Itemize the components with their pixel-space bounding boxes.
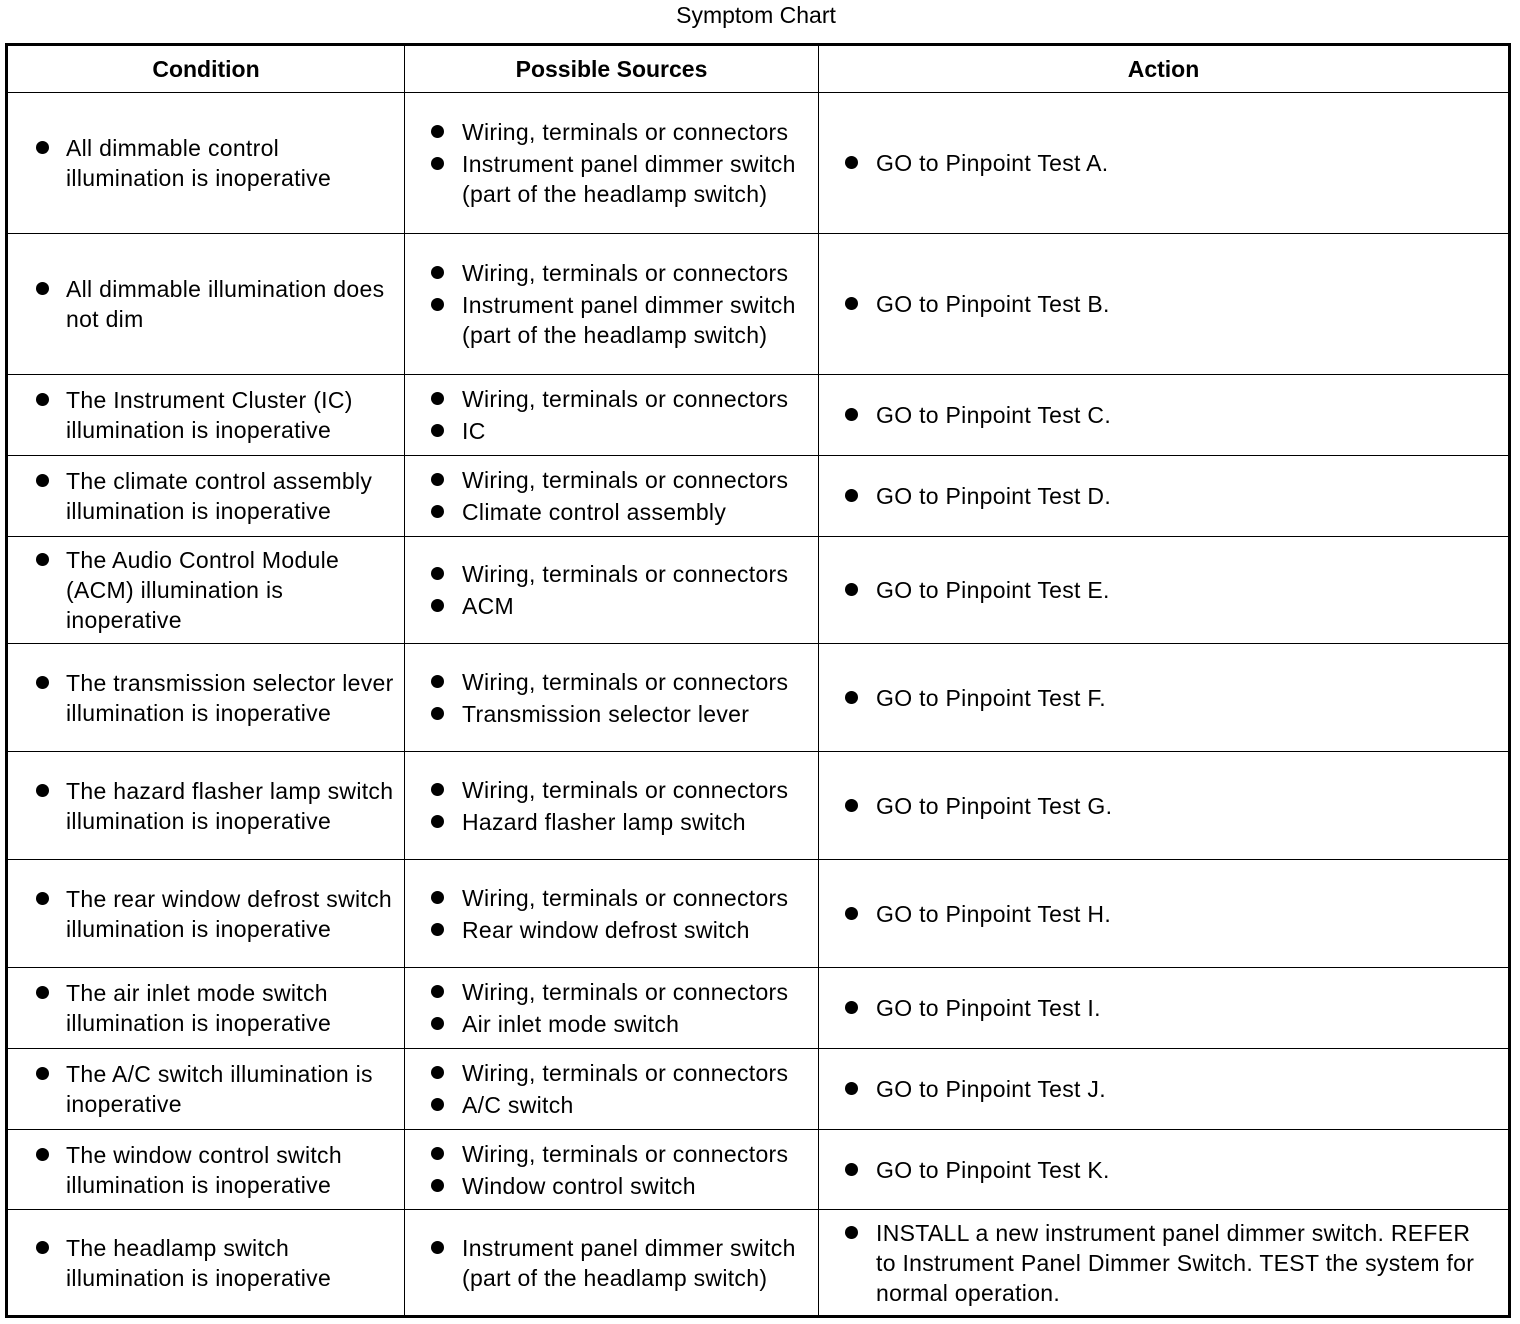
source-item: Wiring, terminals or connectors — [405, 775, 818, 805]
symptom-chart-table — [5, 43, 1511, 1318]
condition-text: All dimmable illumination does not dim — [8, 274, 404, 334]
sources-cell — [405, 860, 819, 968]
table-row — [7, 456, 1510, 537]
page-title: Symptom Chart — [676, 2, 836, 28]
action-text: INSTALL a new instrument panel dimmer switch. REFER to Instrument Panel Dimmer Switch. TEST the system for normal operation. — [819, 1218, 1508, 1308]
action-cell — [819, 1210, 1510, 1317]
table-row — [7, 234, 1510, 375]
table-row — [7, 752, 1510, 860]
condition-text: All dimmable control illumination is inoperative — [8, 133, 404, 193]
condition-text: The transmission selector lever illumination is inoperative — [8, 668, 404, 728]
source-item: Wiring, terminals or connectors — [405, 883, 818, 913]
sources-cell — [405, 537, 819, 644]
sources-cell — [405, 1130, 819, 1210]
action-cell — [819, 968, 1510, 1049]
action-text: GO to Pinpoint Test A. — [819, 148, 1508, 178]
action-cell — [819, 456, 1510, 537]
action-cell — [819, 537, 1510, 644]
condition-cell — [7, 375, 405, 456]
condition-text: The A/C switch illumination is inoperative — [8, 1059, 404, 1119]
condition-cell — [7, 1049, 405, 1130]
condition-text: The hazard flasher lamp switch illumination is inoperative — [8, 776, 404, 836]
action-cell — [819, 644, 1510, 752]
source-item: IC — [405, 416, 818, 446]
source-item: Instrument panel dimmer switch (part of the headlamp switch) — [405, 290, 818, 350]
source-item: ACM — [405, 591, 818, 621]
condition-cell — [7, 537, 405, 644]
sources-cell — [405, 93, 819, 234]
sources-cell — [405, 1049, 819, 1130]
source-item: Wiring, terminals or connectors — [405, 559, 818, 589]
source-item: Wiring, terminals or connectors — [405, 1139, 818, 1169]
column-header-condition: Condition — [7, 45, 405, 93]
condition-text: The Audio Control Module (ACM) illumination is inoperative — [8, 545, 404, 635]
action-cell — [819, 860, 1510, 968]
table-header-row — [7, 45, 1510, 93]
table-row — [7, 1130, 1510, 1210]
condition-cell — [7, 456, 405, 537]
source-item: Wiring, terminals or connectors — [405, 117, 818, 147]
action-text: GO to Pinpoint Test E. — [819, 575, 1508, 605]
table-row — [7, 644, 1510, 752]
action-text: GO to Pinpoint Test B. — [819, 289, 1508, 319]
condition-cell — [7, 644, 405, 752]
source-item: Instrument panel dimmer switch (part of the headlamp switch) — [405, 1233, 818, 1293]
source-item: Window control switch — [405, 1171, 818, 1201]
condition-text: The Instrument Cluster (IC) illumination is inoperative — [8, 385, 404, 445]
table-row — [7, 1210, 1510, 1317]
action-text: GO to Pinpoint Test F. — [819, 683, 1508, 713]
condition-cell — [7, 968, 405, 1049]
condition-cell — [7, 1130, 405, 1210]
action-cell — [819, 375, 1510, 456]
source-item: Wiring, terminals or connectors — [405, 258, 818, 288]
action-text: GO to Pinpoint Test K. — [819, 1155, 1508, 1185]
sources-cell — [405, 1210, 819, 1317]
source-item: A/C switch — [405, 1090, 818, 1120]
condition-text: The rear window defrost switch illumination is inoperative — [8, 884, 404, 944]
action-text: GO to Pinpoint Test J. — [819, 1074, 1508, 1104]
condition-text: The window control switch illumination is inoperative — [8, 1140, 404, 1200]
source-item: Wiring, terminals or connectors — [405, 977, 818, 1007]
table-row — [7, 375, 1510, 456]
action-text: GO to Pinpoint Test C. — [819, 400, 1508, 430]
source-item: Climate control assembly — [405, 497, 818, 527]
condition-cell — [7, 93, 405, 234]
sources-cell — [405, 644, 819, 752]
action-cell — [819, 234, 1510, 375]
table-row — [7, 93, 1510, 234]
column-header-possible-sources: Possible Sources — [405, 45, 819, 93]
table-row — [7, 537, 1510, 644]
source-item: Hazard flasher lamp switch — [405, 807, 818, 837]
condition-text: The climate control assembly illumination is inoperative — [8, 466, 404, 526]
sources-cell — [405, 456, 819, 537]
action-text: GO to Pinpoint Test I. — [819, 993, 1508, 1023]
condition-cell — [7, 234, 405, 375]
action-cell — [819, 93, 1510, 234]
table-row — [7, 1049, 1510, 1130]
action-cell — [819, 1130, 1510, 1210]
condition-cell — [7, 752, 405, 860]
sources-cell — [405, 752, 819, 860]
source-item: Air inlet mode switch — [405, 1009, 818, 1039]
condition-text: The air inlet mode switch illumination is inoperative — [8, 978, 404, 1038]
source-item: Wiring, terminals or connectors — [405, 667, 818, 697]
condition-text: The headlamp switch illumination is inoperative — [8, 1233, 404, 1293]
source-item: Wiring, terminals or connectors — [405, 1058, 818, 1088]
table-row — [7, 968, 1510, 1049]
sources-cell — [405, 968, 819, 1049]
sources-cell — [405, 234, 819, 375]
sources-cell — [405, 375, 819, 456]
action-text: GO to Pinpoint Test D. — [819, 481, 1508, 511]
source-item: Rear window defrost switch — [405, 915, 818, 945]
source-item: Wiring, terminals or connectors — [405, 384, 818, 414]
action-text: GO to Pinpoint Test H. — [819, 899, 1508, 929]
column-header-action: Action — [819, 45, 1510, 93]
source-item: Instrument panel dimmer switch (part of the headlamp switch) — [405, 149, 818, 209]
action-cell — [819, 752, 1510, 860]
source-item: Wiring, terminals or connectors — [405, 465, 818, 495]
condition-cell — [7, 1210, 405, 1317]
action-cell — [819, 1049, 1510, 1130]
action-text: GO to Pinpoint Test G. — [819, 791, 1508, 821]
condition-cell — [7, 860, 405, 968]
source-item: Transmission selector lever — [405, 699, 818, 729]
table-row — [7, 860, 1510, 968]
